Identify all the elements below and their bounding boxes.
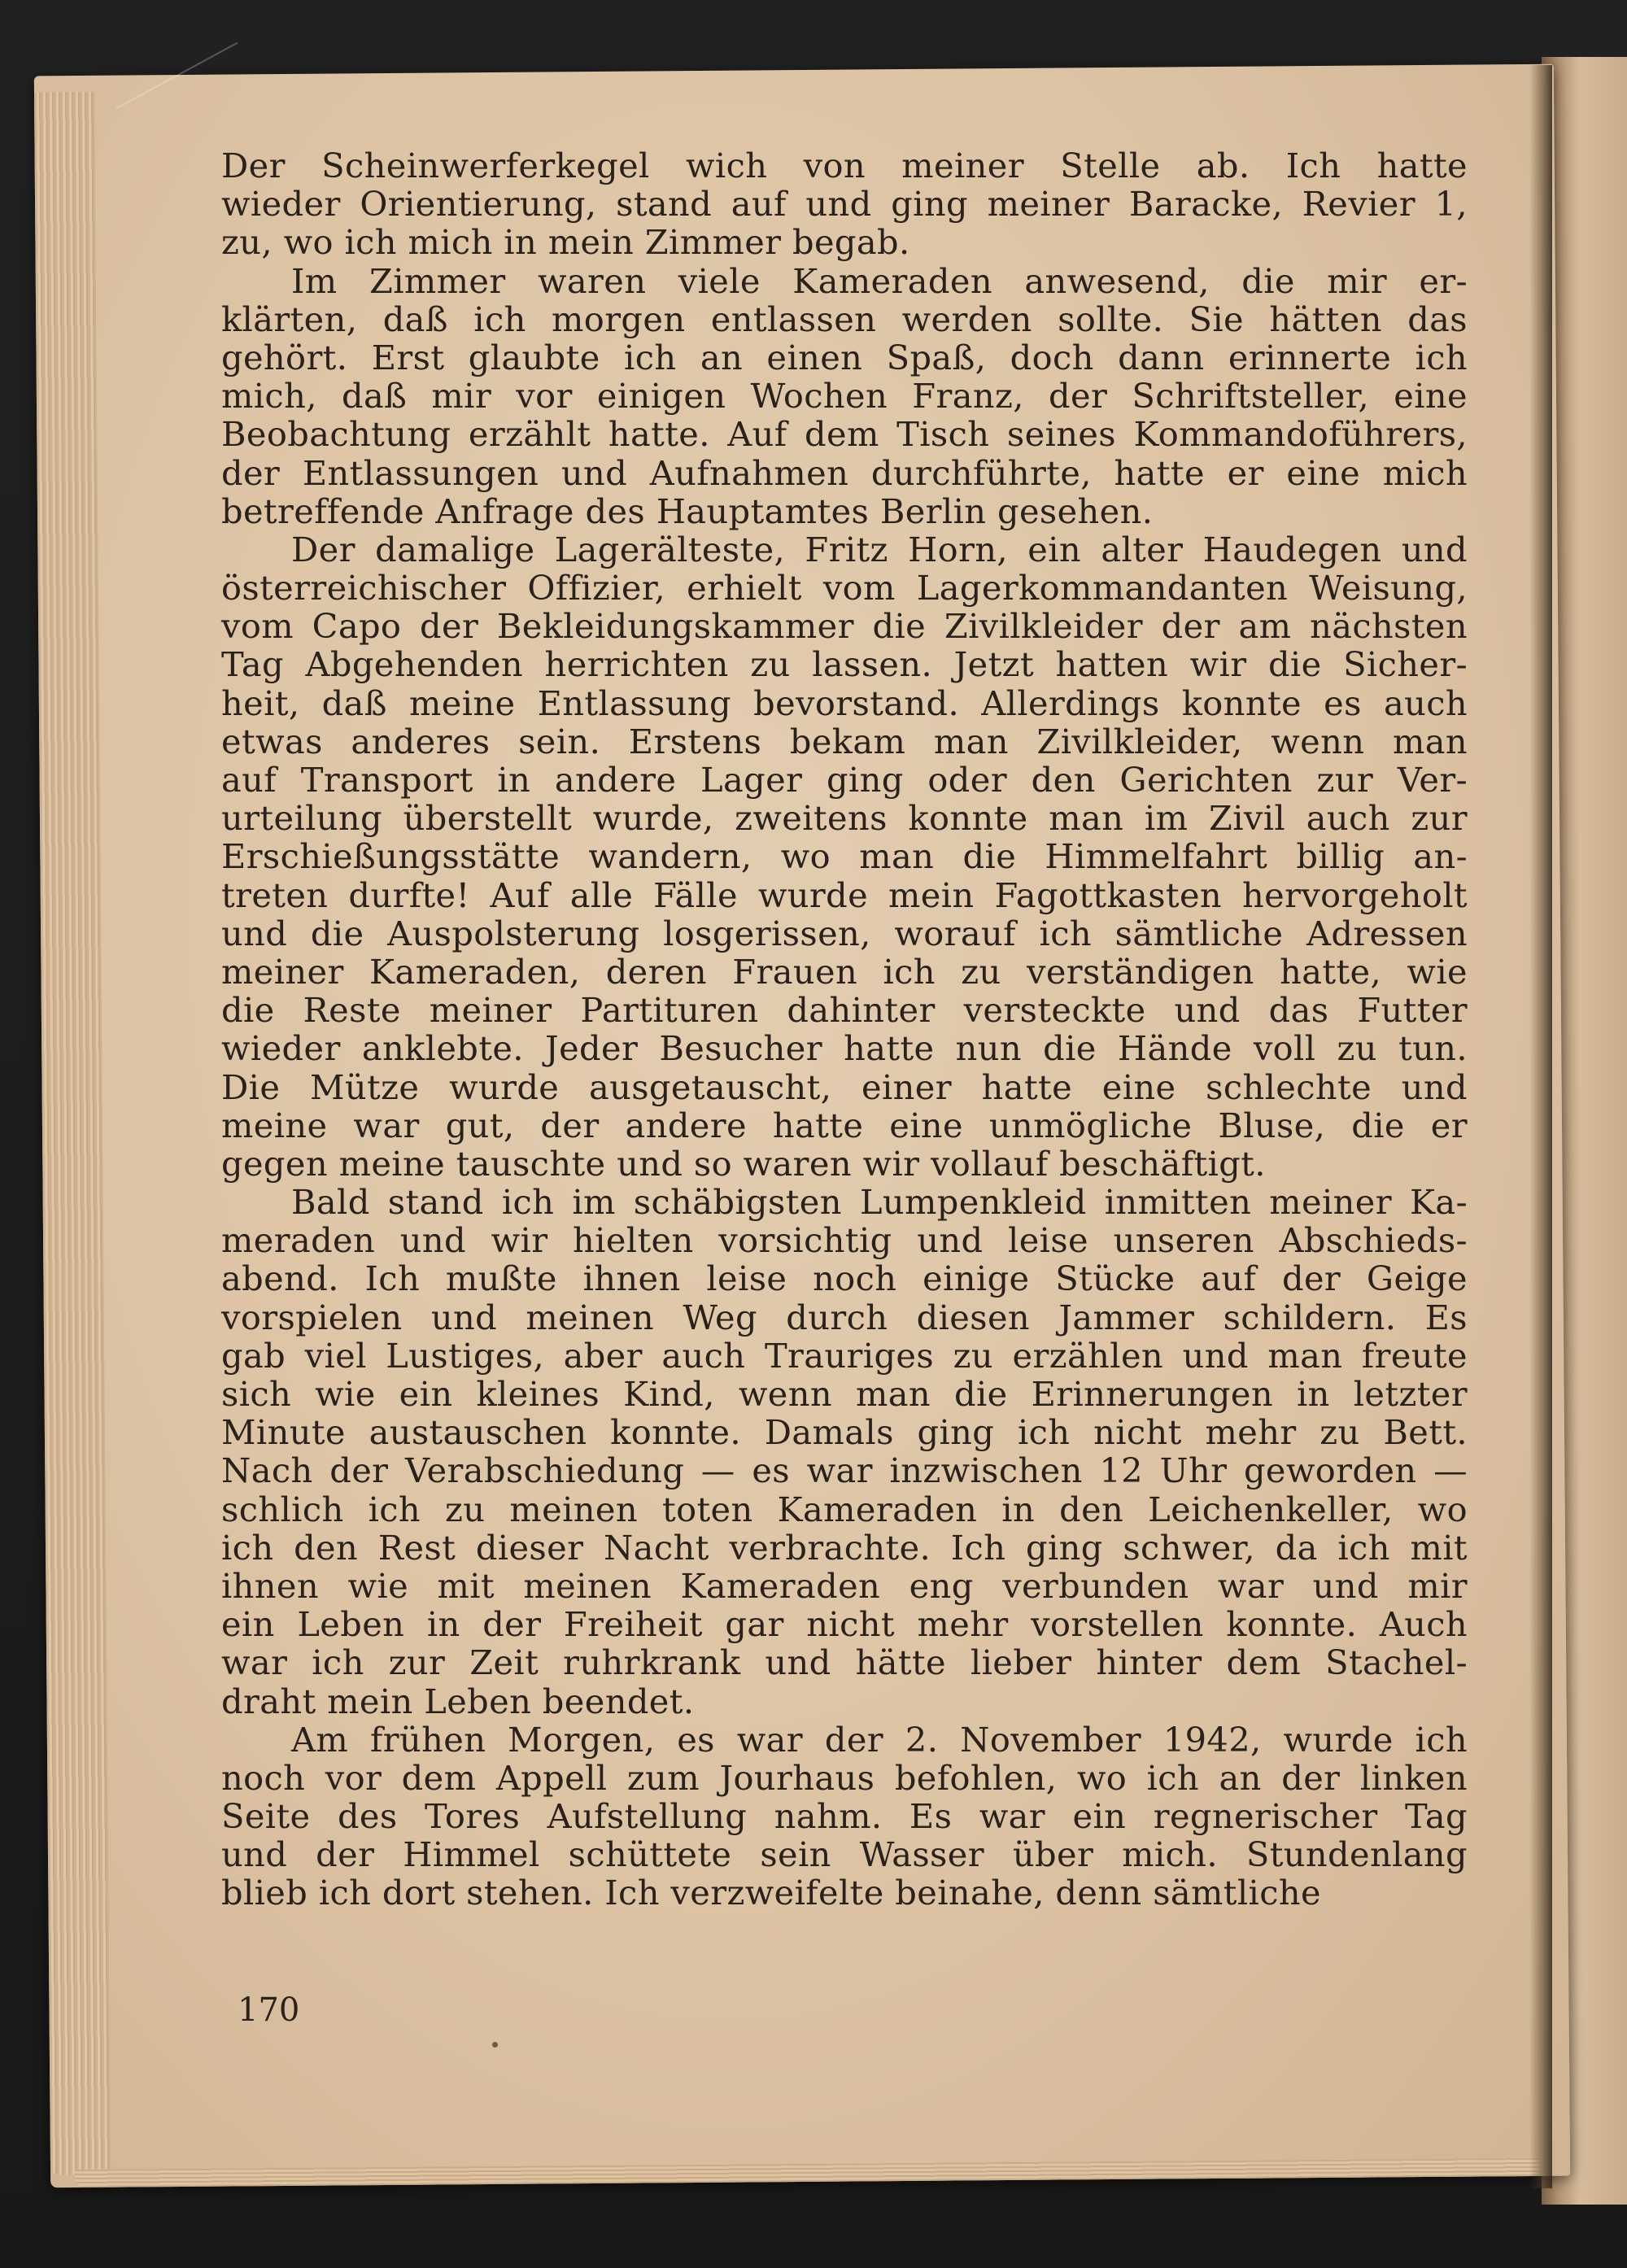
page-edge-left xyxy=(34,92,111,2175)
text-line: meraden und wir hielten vorsichtig und leise unseren Abschieds- xyxy=(221,1220,1468,1261)
text-line: auf Transport in andere Lager ging oder den Gerichten zur Ver- xyxy=(221,760,1468,800)
text-line: und der Himmel schüttete sein Wasser über mich. Stundenlang xyxy=(221,1834,1468,1875)
ink-dot xyxy=(492,2042,498,2048)
text-line: Am frühen Morgen, es war der 2. November 1942, wurde ich xyxy=(291,1719,1468,1760)
text-line: sich wie ein kleines Kind, wenn man die Erinnerungen in letzter xyxy=(221,1374,1468,1414)
text-line: Tag Abgehenden herrichten zu lassen. Jetzt hatten wir die Sicher- xyxy=(221,644,1468,685)
text-line: abend. Ich mußte ihnen leise noch einige Stücke auf der Geige xyxy=(221,1258,1468,1299)
text-line: betreffende Anfrage des Hauptamtes Berlin gesehen. xyxy=(221,491,1154,531)
text-line: war ich zur Zeit ruhrkrank und hätte lieber hinter dem Stachel- xyxy=(221,1642,1468,1683)
text-line: zu, wo ich mich in mein Zimmer begab. xyxy=(221,222,910,263)
text-line: gegen meine tauschte und so waren wir vollauf beschäftigt. xyxy=(221,1143,1266,1184)
text-line: noch vor dem Appell zum Jourhaus befohlen, wo ich an der linken xyxy=(221,1757,1468,1798)
text-line: Beobachtung erzählt hatte. Auf dem Tisch seines Kommandoführers, xyxy=(221,414,1468,455)
text-line: meine war gut, der andere hatte eine unmögliche Bluse, die er xyxy=(221,1105,1468,1145)
text-line: und die Auspolsterung losgerissen, worauf ich sämtliche Adressen xyxy=(221,913,1468,953)
text-line: Erschießungsstätte wandern, wo man die Himmelfahrt billig an- xyxy=(221,836,1468,877)
text-line: der Entlassungen und Aufnahmen durchführte, hatte er eine mich xyxy=(221,452,1468,493)
text-line: Minute austauschen konnte. Damals ging ich nicht mehr zu Bett. xyxy=(221,1412,1468,1453)
text-line: treten durfte! Auf alle Fälle wurde mein Fagottkasten hervorgeholt xyxy=(221,874,1468,915)
text-line: ich den Rest dieser Nacht verbrachte. Ich ging schwer, da ich mit xyxy=(221,1527,1468,1568)
text-line: Der Scheinwerferkegel wich von meiner Stelle ab. Ich hatte xyxy=(221,146,1468,185)
paragraph xyxy=(221,530,1468,1183)
page-edge-bottom xyxy=(75,2158,1539,2187)
text-line: Der damalige Lagerälteste, Fritz Horn, ein alter Haudegen und xyxy=(291,529,1468,569)
text-line: ein Leben in der Freiheit gar nicht mehr vorstellen konnte. Auch xyxy=(221,1604,1468,1645)
text-line: Nach der Verabschiedung — es war inzwischen 12 Uhr geworden — xyxy=(221,1450,1468,1491)
paragraph xyxy=(221,146,1468,262)
body-text xyxy=(221,146,1468,1913)
text-line: heit, daß meine Entlassung bevorstand. Allerdings konnte es auch xyxy=(221,683,1468,723)
text-line: österreichischer Offizier, erhielt vom Lagerkommandanten Weisung, xyxy=(221,568,1468,608)
text-line: klärten, daß ich morgen entlassen werden sollte. Sie hätten das xyxy=(221,299,1468,339)
binding-gutter xyxy=(1529,65,1552,2188)
text-line: ihnen wie mit meinen Kameraden eng verbunden war und mir xyxy=(221,1565,1468,1606)
text-line: Die Mütze wurde ausgetauscht, einer hatte eine schlechte und xyxy=(221,1066,1468,1107)
text-line: vorspielen und meinen Weg durch diesen Jammer schildern. Es xyxy=(221,1297,1468,1337)
text-line: blieb ich dort stehen. Ich verzweifelte beinahe, denn sämtliche xyxy=(221,1873,1321,1913)
text-line: vom Capo der Bekleidungskammer die Zivilkleider der am nächsten xyxy=(221,606,1468,647)
text-line: etwas anderes sein. Erstens bekam man Zivilkleider, wenn man xyxy=(221,721,1468,761)
paragraph xyxy=(221,1183,1468,1721)
page-number: 170 xyxy=(238,1991,300,2029)
text-line: gab viel Lustiges, aber auch Trauriges zu erzählen und man freute xyxy=(221,1335,1468,1376)
text-line: die Reste meiner Partituren dahinter versteckte und das Futter xyxy=(221,990,1468,1031)
text-line: draht mein Leben beendet. xyxy=(221,1681,695,1721)
paragraph xyxy=(221,262,1468,530)
text-line: gehört. Erst glaubte ich an einen Spaß, doch dann erinnerte ich xyxy=(221,337,1468,377)
text-line: Bald stand ich im schäbigsten Lumpenkleid inmitten meiner Ka- xyxy=(291,1182,1468,1223)
paragraph xyxy=(221,1721,1468,1913)
text-line: wieder anklebte. Jeder Besucher hatte nun die Hände voll zu tun. xyxy=(221,1028,1468,1069)
text-line: mich, daß mir vor einigen Wochen Franz, der Schriftsteller, eine xyxy=(221,376,1468,417)
text-line: meiner Kameraden, deren Frauen ich zu verständigen hatte, wie xyxy=(221,951,1468,992)
text-line: wieder Orientierung, stand auf und ging meiner Baracke, Revier 1, xyxy=(221,184,1468,225)
text-line: schlich ich zu meinen toten Kameraden in den Leichenkeller, wo xyxy=(221,1489,1468,1529)
text-line: Seite des Tores Aufstellung nahm. Es war ein regnerischer Tag xyxy=(221,1796,1468,1837)
text-line: urteilung überstellt wurde, zweitens konnte man im Zivil auch zur xyxy=(221,798,1468,839)
text-line: Im Zimmer waren viele Kameraden anwesend, die mir er- xyxy=(291,260,1468,301)
